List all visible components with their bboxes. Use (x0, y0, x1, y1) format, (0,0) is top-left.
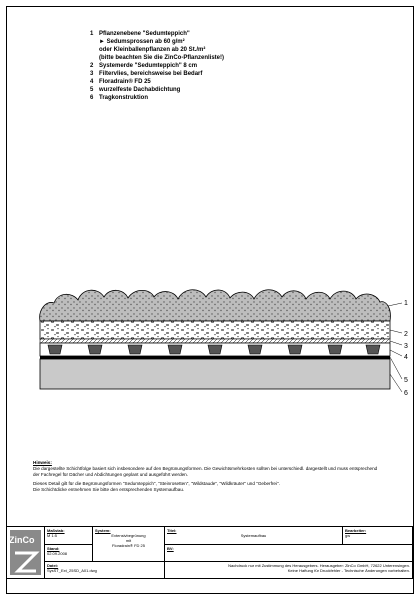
label-2: 2 (404, 331, 408, 338)
hint-paragraph: Dieses Detail gilt für die Begrünungsformen "Sedumteppich", "Steinrosetten", "Wildstaude", "Wildkräuter" und "Geberfrei". (33, 481, 280, 487)
label-5: 5 (404, 377, 408, 384)
vegetation-layer (40, 290, 391, 321)
system-cell: System: Extensivbegrünung mit Floradrain® FD 25 (93, 527, 165, 562)
hint-notes (33, 460, 383, 493)
label-1: 1 (404, 300, 408, 307)
legend-item: (bitte beachten Sie die ZinCo-Pflanzenliste!) (99, 55, 225, 61)
file-cell: Datei: SysST_Ext_25SD_A01.dwg (45, 562, 165, 579)
legend-item: 5 wurzelfeste Dachabdichtung (90, 87, 181, 93)
signature-line (48, 593, 62, 594)
hint-paragraph: Die Schichtdicke entnehmen Sie bitte den entsprechenden Systemaufbau. (33, 487, 185, 493)
logo-text: ZinCo (9, 535, 35, 545)
label-6: 6 (404, 390, 408, 397)
legend-item: 2 Systemerde "Sedumteppich" 8 cm (90, 63, 198, 69)
scale-cell: Maßstab: M 1:5 (45, 527, 93, 545)
hint-paragraph: Die dargestellte Schichtfolge basiert sich insbesondere auf den Begrünungsformen. Die Gewichtsmehrkosten sollten bei unterschiedl. dargestellt und muss entsprechend der Fachregel für Dächer und Abdichtungen geplant und ausgeführt werden. (33, 465, 378, 477)
legend-item: ► Sedumsprossen ab 60 g/m² (99, 39, 185, 45)
drainage-cups (48, 345, 380, 354)
label-3: 3 (404, 343, 408, 350)
label-4: 4 (404, 354, 408, 361)
footer-note-cell: Nachdruck nur mit Zustimmung des Herausgebers. Herausgeber: ZinCo GmbH, 72622 Unterensingen. Keine Haftung für Druckfehler - Technische Änderungen vorbehalten. (165, 562, 413, 579)
substrate-layer (40, 321, 390, 339)
title-block (7, 526, 413, 591)
legend-item: 4 Floradrain® FD 25 (90, 79, 151, 85)
zinco-logo (7, 527, 45, 579)
title-cell: Titel: Systemaufbau (165, 527, 343, 545)
hint-title: Hinweis: (33, 460, 52, 465)
legend-item: 3 Filtervlies, bereichsweise bei Bedarf (90, 71, 203, 77)
legend-item: 6 Tragkonstruktion (90, 95, 149, 101)
legend-item: 1 Pflanzenebene "Sedumteppich" (90, 31, 190, 37)
date-cell: Stand: 02.09.2008 (45, 545, 93, 562)
filter-fleece-layer (40, 339, 390, 343)
editor-cell: Bearbeiter: gw (343, 527, 413, 545)
bv-cell: BV: (165, 545, 413, 562)
waterproofing-layer (40, 356, 390, 359)
legend-item: oder Kleinballenpflanzen ab 20 St./m² (99, 47, 206, 53)
support-structure-layer (40, 359, 390, 389)
